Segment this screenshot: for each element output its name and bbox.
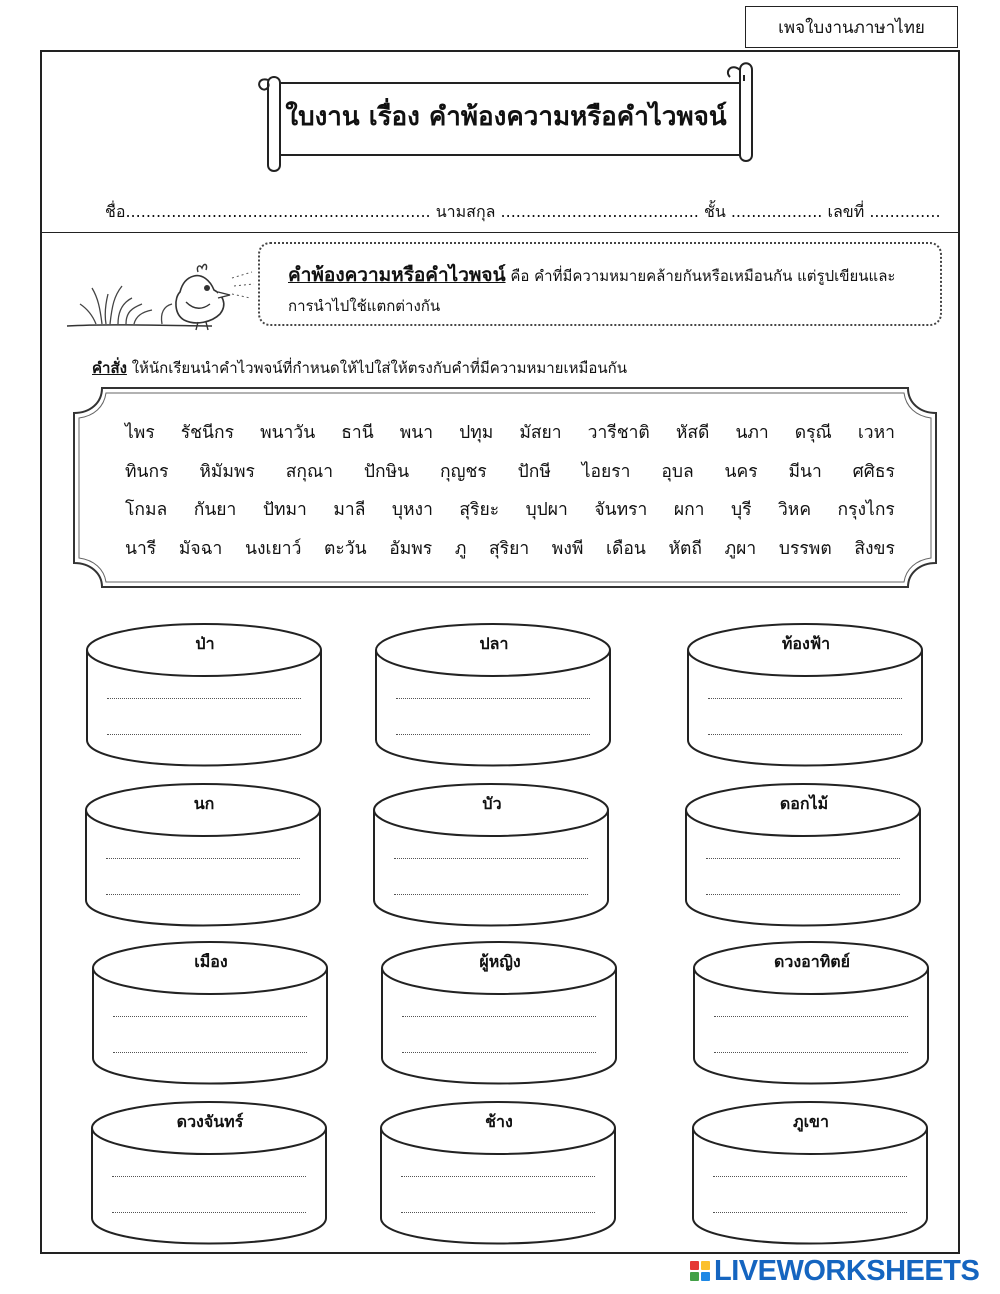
instruction xyxy=(92,356,627,380)
student-info-line[interactable]: ชื่อ............................................................ นามสกุล ....................................... ชั้น .................. เลขที่ .............. xyxy=(105,202,941,221)
word-chip[interactable]: ศศิธร xyxy=(852,461,895,482)
answer-line[interactable] xyxy=(706,858,900,859)
word-chip[interactable]: เดือน xyxy=(606,538,646,559)
answer-line[interactable] xyxy=(401,1176,595,1177)
word-chip[interactable]: สุริยะ xyxy=(459,500,500,520)
word-chip[interactable]: ธานี xyxy=(341,423,374,443)
category-bin[interactable] xyxy=(91,940,331,1090)
answer-line[interactable] xyxy=(714,1052,908,1053)
answer-line[interactable] xyxy=(396,698,590,699)
category-bin[interactable] xyxy=(84,782,324,932)
category-bin[interactable] xyxy=(379,1100,619,1250)
bin-label: ดอกไม้ xyxy=(779,794,829,813)
word-chip[interactable]: รัชนีกร xyxy=(180,423,235,443)
word-chip[interactable]: บุปผา xyxy=(525,500,568,520)
word-chip[interactable]: กุญชร xyxy=(439,461,487,482)
answer-line[interactable] xyxy=(396,734,590,735)
word-chip[interactable]: พนา xyxy=(399,423,434,443)
word-chip[interactable]: ภูผา xyxy=(724,538,757,559)
word-bank xyxy=(105,418,915,572)
word-chip[interactable]: โกมล xyxy=(125,500,168,520)
word-chip[interactable]: ปัทมา xyxy=(262,500,307,520)
category-bin[interactable] xyxy=(374,622,614,772)
answer-line[interactable] xyxy=(713,1212,907,1213)
logo-square xyxy=(701,1272,710,1281)
bin-label: ช้าง xyxy=(485,1112,513,1131)
page-tag: เพจใบงานภาษาไทย xyxy=(745,6,958,48)
answer-line[interactable] xyxy=(402,1016,596,1017)
definition-text: คือ คำที่มีความหมายคล้ายกันหรือเหมือนกัน แต่รูปเขียนและการนำไปใช้แตกต่างกัน xyxy=(288,267,896,315)
word-chip[interactable]: นภา xyxy=(735,423,769,443)
answer-line[interactable] xyxy=(713,1176,907,1177)
category-bin[interactable] xyxy=(691,1100,931,1250)
word-chip[interactable]: บุหงา xyxy=(391,500,433,520)
word-chip[interactable]: สกุณา xyxy=(285,461,334,482)
definition-term: คำพ้องความหรือคำไวพจน์ xyxy=(288,264,506,286)
answer-line[interactable] xyxy=(708,734,902,735)
answer-line[interactable] xyxy=(107,734,301,735)
answer-line[interactable] xyxy=(401,1212,595,1213)
answer-line[interactable] xyxy=(112,1176,306,1177)
instruction-text: ให้นักเรียนนำคำไวพจน์ที่กำหนดให้ไปใส่ให้ตรงกับคำที่มีความหมายเหมือนกัน xyxy=(126,359,627,377)
liveworksheets-logo xyxy=(690,1256,979,1286)
word-chip[interactable]: มาลี xyxy=(333,500,366,520)
bin-label: ภูเขา xyxy=(793,1112,829,1131)
category-bin[interactable] xyxy=(692,940,932,1090)
word-chip[interactable]: ปักษิน xyxy=(363,461,410,482)
word-chip[interactable]: วิหค xyxy=(777,500,812,520)
category-bin[interactable] xyxy=(372,782,612,932)
word-chip[interactable]: มัจฉา xyxy=(178,538,223,559)
bin-label: ดวงอาทิตย์ xyxy=(773,952,851,971)
category-bin[interactable] xyxy=(380,940,620,1090)
category-bin[interactable] xyxy=(686,622,926,772)
logo-square xyxy=(690,1272,699,1281)
word-bank-row xyxy=(105,418,915,457)
answer-line[interactable] xyxy=(706,894,900,895)
category-bin[interactable] xyxy=(85,622,325,772)
word-chip[interactable]: เวหา xyxy=(857,423,895,443)
answer-line[interactable] xyxy=(112,1212,306,1213)
word-chip[interactable]: มีนา xyxy=(788,461,822,482)
answer-line[interactable] xyxy=(402,1052,596,1053)
word-chip[interactable]: ดรุณี xyxy=(794,423,832,443)
answer-line[interactable] xyxy=(107,698,301,699)
bin-label: บัว xyxy=(482,794,502,813)
word-chip[interactable]: มัสยา xyxy=(519,423,562,443)
logo-square xyxy=(690,1261,699,1270)
word-chip[interactable]: ภู xyxy=(454,538,467,559)
liveworksheets-wordmark: LIVEWORKSHEETS xyxy=(714,1254,980,1287)
bin-label: ดวงจันทร์ xyxy=(176,1112,244,1131)
answer-line[interactable] xyxy=(394,894,588,895)
answer-line[interactable] xyxy=(714,1016,908,1017)
word-bank-row xyxy=(105,457,915,496)
bin-label: ป่า xyxy=(195,634,215,653)
word-chip[interactable]: อัมพร xyxy=(389,538,433,559)
word-chip[interactable]: อุบล xyxy=(661,461,694,482)
word-chip[interactable]: พงพี xyxy=(551,538,584,559)
answer-line[interactable] xyxy=(113,1016,307,1017)
word-bank-row xyxy=(105,534,915,573)
bird-grass-illustration xyxy=(62,258,257,333)
word-chip[interactable]: หัสดี xyxy=(675,423,710,443)
header-divider xyxy=(42,232,958,233)
word-chip[interactable]: กันยา xyxy=(193,500,237,520)
word-chip[interactable]: ตะวัน xyxy=(324,538,367,559)
bin-label: ผู้หญิง xyxy=(479,952,521,971)
word-chip[interactable]: จันทรา xyxy=(594,500,648,520)
answer-line[interactable] xyxy=(106,858,300,859)
logo-square xyxy=(701,1261,710,1270)
answer-line[interactable] xyxy=(113,1052,307,1053)
page-title: ใบงาน เรื่อง คำพ้องความหรือคำไวพจน์ xyxy=(285,102,727,132)
answer-line[interactable] xyxy=(708,698,902,699)
category-bin[interactable] xyxy=(90,1100,330,1250)
word-chip[interactable]: ทินกร xyxy=(125,461,169,482)
word-chip[interactable]: หัตถี xyxy=(668,538,702,559)
word-chip[interactable]: บรรพต xyxy=(778,538,832,559)
word-chip[interactable]: ผกา xyxy=(673,500,705,520)
word-chip[interactable]: สิงขร xyxy=(854,538,895,559)
instruction-label: คำสั่ง xyxy=(92,359,127,377)
answer-line[interactable] xyxy=(394,858,588,859)
word-chip[interactable]: หิมัมพร xyxy=(199,461,255,482)
word-chip[interactable]: สุริยา xyxy=(489,538,530,559)
bin-label: เมือง xyxy=(194,952,228,971)
bin-label: ปลา xyxy=(479,634,509,653)
word-chip[interactable]: กรุงไกร xyxy=(837,500,895,520)
word-chip[interactable]: นงเยาว์ xyxy=(245,538,302,559)
category-bin[interactable] xyxy=(684,782,924,932)
bin-label: ท้องฟ้า xyxy=(781,634,831,653)
word-chip[interactable]: ไพร xyxy=(125,423,155,443)
word-chip[interactable]: ไอยรา xyxy=(581,461,631,482)
answer-line[interactable] xyxy=(106,894,300,895)
word-chip[interactable]: พนาวัน xyxy=(260,423,316,443)
word-bank-row xyxy=(105,495,915,534)
word-chip[interactable]: ปทุม xyxy=(459,423,494,443)
word-chip[interactable]: บุรี xyxy=(730,500,752,520)
word-chip[interactable]: ปักษี xyxy=(517,461,551,482)
bin-label: นก xyxy=(193,794,215,813)
word-chip[interactable]: วารีชาติ xyxy=(587,423,650,443)
definition-box xyxy=(258,242,942,326)
word-chip[interactable]: นารี xyxy=(125,538,157,559)
word-chip[interactable]: นคร xyxy=(724,461,758,482)
liveworksheets-icon xyxy=(690,1261,710,1281)
